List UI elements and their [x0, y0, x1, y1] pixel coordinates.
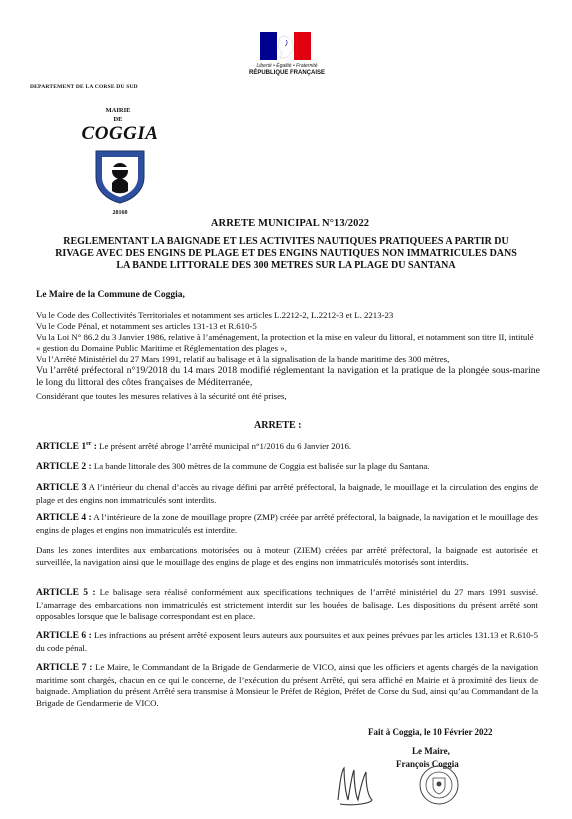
visa-4: Vu l’Arrêté Ministériel du 27 Mars 1991, relatif au balisage et à la signalisation de la bande maritime des 300 mètres,	[36, 354, 450, 364]
subtitle-line-3: LA BANDE LITTORALE DES 300 METRES SUR LA PLAGE DU SANTANA	[116, 260, 456, 271]
article-4	[36, 512, 538, 536]
article-1	[36, 439, 538, 453]
visa-1: Vu le Code des Collectivités Territoriales et notamment ses articles L.2212-2, L.2212-3 et L. 2213-23	[36, 310, 394, 320]
rf-motto: Liberté • Égalité • Fraternité	[256, 63, 318, 69]
article-6-label: ARTICLE 6 :	[36, 631, 92, 641]
article-2	[36, 461, 538, 474]
rf-name: RÉPUBLIQUE FRANÇAISE	[248, 70, 325, 76]
article-4-label: ARTICLE 4 :	[36, 513, 92, 523]
fait-line: Fait à Coggia, le 10 Février 2022	[368, 727, 493, 737]
visa-6: Considérant que toutes les mesures relatives à la sécurité ont été prises,	[36, 391, 287, 401]
department-label: DEPARTEMENT DE LA CORSE DU SUD	[30, 84, 138, 90]
article-1-text: Le présent arrêté abroge l’arrêté municipal n°1/2016 du 6 Janvier 2016.	[96, 440, 352, 451]
signatory-title: Le Maire,	[412, 746, 450, 756]
subtitle-line-1: REGLEMENTANT LA BAIGNADE ET LES ACTIVITES NAUTIQUES PRATIQUEES A PARTIR DU	[63, 236, 509, 247]
article-1-label: ARTICLE 1	[36, 441, 87, 452]
article-2-text: La bande littorale des 300 mètres de la commune de Coggia est balisée sur la plage du Santana.	[91, 461, 430, 471]
signature-icon	[330, 760, 380, 808]
commune-name: COGGIA	[81, 123, 159, 144]
article-4-text: A l’intérieure de la zone de mouillage propre (ZMP) créée par arrêté préfectoral, la baignade, la navigation et le mouillage des engins de plages et engins non immatriculés est interdite.	[36, 512, 538, 535]
article-6-text: Les infractions au présent arrêté exposent leurs auteurs aux poursuites et aux peines prévues par les articles 131.13 et R.610-5 du code pénal.	[36, 630, 539, 653]
article-4-continued	[36, 545, 538, 568]
visa-5: Vu l’arrêté préfectoral n°19/2018 du 14 mars 2018 modifié réglementant la navigation et la pratique de la plongée sous-marine le long du littoral des côtes françaises de Méditerranée,	[36, 365, 540, 388]
article-7	[36, 662, 538, 709]
article-5-text: Le balisage sera réalisé conformément aux specifications techniques de l’arrêté ministériel du 27 mars 1991 susvisé. L’amarrage des embarcations non immatriculés est strictement interdit sur les bouées de balisage. Les dispositions du présent arrêté sont opposables lorsque que le balisage correspondant est en place.	[36, 587, 538, 621]
signatory-name: François Coggia	[396, 759, 459, 769]
maire-intro: Le Maire de la Commune de Coggia,	[36, 290, 185, 300]
article-1-sup: er	[86, 441, 92, 447]
article-5-label: ARTICLE 5 :	[36, 588, 96, 598]
subtitle-line-2: RIVAGE AVEC DES ENGINS DE PLAGE ET DES ENGINS NAUTIQUES NON IMMATRICULES DANS	[55, 248, 517, 259]
article-5	[36, 587, 538, 623]
article-3-text: A l’intérieur du chenal d’accès au rivage défini par arrêté préfectoral, la baignade, le mouillage et la circulation des engins de plage et des engins non immatriculés sont interdits.	[36, 482, 538, 505]
visa-3: Vu la Loi N° 86.2 du 3 Janvier 1986, relative à l’aménagement, la protection et la mise en valeur du littoral, et notamment son titre II, intitulé « gestion du Domaine Public Maritime et Réglementation des plages »,	[36, 332, 534, 353]
coggia-crest-icon	[90, 147, 150, 205]
visa-2: Vu le Code Pénal, et notamment ses articles 131-13 et R.610-5	[36, 321, 257, 331]
article-3	[36, 482, 538, 506]
mairie-word: MAIRIE	[105, 107, 131, 114]
postal-code: 20160	[112, 210, 128, 216]
document-subtitle	[30, 236, 542, 272]
de-word: DE	[113, 116, 123, 123]
article-7-label: ARTICLE 7 :	[36, 663, 93, 673]
article-6	[36, 630, 538, 654]
article-1-suffix: :	[91, 441, 97, 452]
mayor-stamp-icon	[418, 764, 460, 806]
mairie-label	[88, 106, 148, 124]
document-title: ARRETE MUNICIPAL N°13/2022	[210, 218, 370, 229]
article-4b-text: Dans les zones interdites aux embarcations motorisées ou à moteur (ZIEM) créées par arrêté préfectoral, la baignade est autorisée et surveillée, la navigation ainsi que le mouillage des engins de plage et des engins non immatriculés motorisés sont interdits.	[36, 545, 538, 567]
article-3-label: ARTICLE 3	[36, 483, 87, 493]
article-7-text: Le Maire, le Commandant de la Brigade de Gendarmerie de VICO, ainsi que les officiers et agents chargés de la navigation maritime sont chargés, chacun en ce qui le concerne, de l’exécution du présent Arrêté, qui sera affiché en Mairie et à proximité des lieux de baignade. Ampliation du présent Arrêté sera transmise à Monsieur le Préfet de Région, Préfet de Corse du Sud, ainsi qu’au Commandant de la Brigade de Gendarmerie de VICO.	[36, 662, 538, 708]
article-2-label: ARTICLE 2 :	[36, 462, 92, 472]
arrete-heading: ARRETE :	[254, 420, 302, 431]
